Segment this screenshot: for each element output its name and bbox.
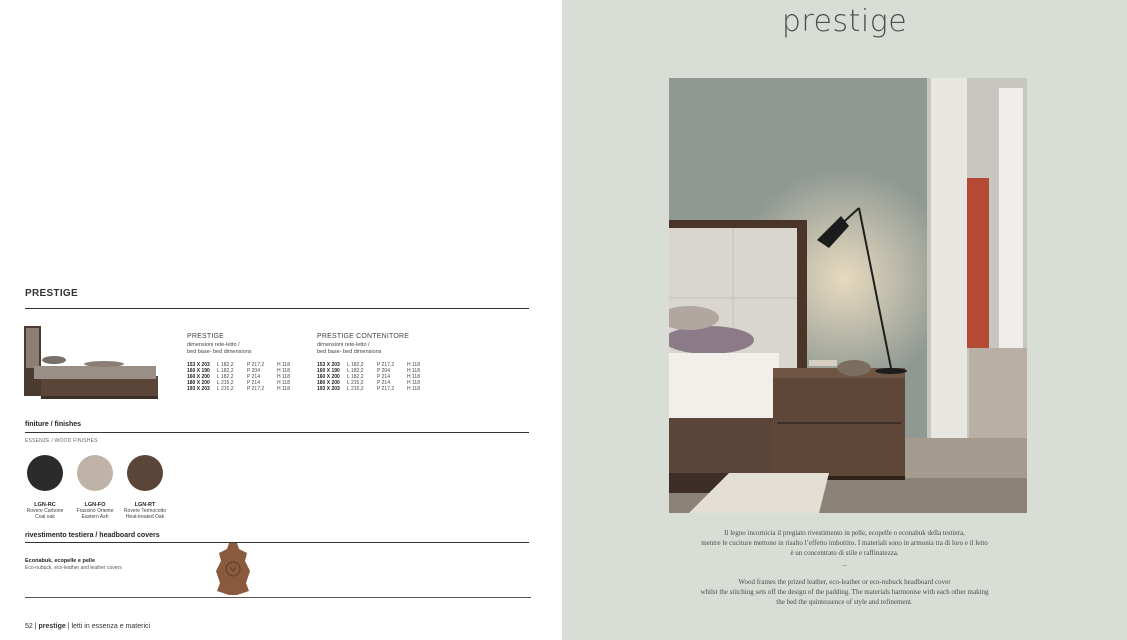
left-page <box>0 0 562 640</box>
length-cell: L 182,2 <box>217 362 234 368</box>
caption-line: mentre le cuciture mettono in risalto l’effetto imbottito. I materiali sono in armonia tra di loro e il letto <box>701 539 988 547</box>
height-cell: H 118 <box>277 362 290 368</box>
dim-sub: dimensioni rete-letto / <box>187 342 240 348</box>
size-cell: 193 X 203 <box>317 386 340 392</box>
swatch-label <box>18 502 72 520</box>
swatch-name-it: Frassino Oriente <box>76 508 114 514</box>
caption-line: Il legno incornicia il pregiato rivestimento in pelle, ecopelle o econabuk della testiera, <box>724 529 965 537</box>
height-cell: H 118 <box>407 374 420 380</box>
size-cell: 180 X 200 <box>317 380 340 386</box>
finishes-title: finiture / finishes <box>25 421 82 428</box>
depth-cell: P 217,2 <box>377 362 395 368</box>
dimensions-table <box>187 362 296 392</box>
right-page <box>562 0 1127 640</box>
depth-cell: P 217,2 <box>247 362 265 368</box>
swatch-code: LGN-RC <box>34 502 56 508</box>
caption-line: Wood frames the prized leather, eco-leather or eco-nubuck headboard cover <box>738 578 951 586</box>
dimensions-table <box>317 362 426 392</box>
swatch-coal-oak <box>27 455 63 491</box>
height-cell: H 118 <box>407 362 420 368</box>
length-cell: L 182,2 <box>347 374 364 380</box>
dimensions-prestige <box>187 333 296 392</box>
leather-sample-icon <box>215 543 251 595</box>
height-cell: H 118 <box>277 374 290 380</box>
dim-sub: dimensioni rete-letto / <box>317 342 370 348</box>
size-cell: 160 X 200 <box>187 374 210 380</box>
swatch-code: LGN-RT <box>134 502 156 508</box>
height-cell: H 118 <box>407 368 420 374</box>
swatch-label <box>68 502 122 520</box>
height-cell: H 118 <box>277 386 290 392</box>
swatch-name-it: Rovere Carbone <box>26 508 64 514</box>
swatch-code: LGN-FO <box>84 502 106 508</box>
covers-title: rivestimento testiera / headboard covers <box>25 532 160 539</box>
size-cell: 180 X 200 <box>187 380 210 386</box>
page-number: 52 <box>25 623 33 630</box>
finishes-subtitle: ESSENZE / WOOD FINISHES <box>25 438 98 444</box>
table-row <box>317 386 426 392</box>
size-cell: 160 X 200 <box>317 374 340 380</box>
finishes-rule <box>25 432 529 433</box>
size-cell: 153 X 203 <box>187 362 210 368</box>
size-cell: 160 X 190 <box>187 368 210 374</box>
length-cell: L 182,2 <box>217 374 234 380</box>
footer-section: letti in essenza e materici <box>71 623 151 630</box>
caption-english <box>562 577 1127 607</box>
covers-rule <box>25 542 529 543</box>
depth-cell: P 204 <box>377 368 390 374</box>
swatch-name-it: Rovere Termocotto <box>123 508 167 514</box>
depth-cell: P 217,2 <box>377 386 395 392</box>
bottom-rule <box>25 597 531 598</box>
length-cell: L 215,2 <box>347 386 364 392</box>
length-cell: L 182,2 <box>347 368 364 374</box>
length-cell: L 215,2 <box>347 380 364 386</box>
size-cell: 160 X 190 <box>317 368 340 374</box>
caption-italian <box>562 528 1127 558</box>
depth-cell: P 214 <box>377 374 390 380</box>
dim-title: PRESTIGE <box>187 333 224 340</box>
page-title: prestige <box>781 4 908 39</box>
depth-cell: P 204 <box>247 368 260 374</box>
page-footer: 52 | prestige | letti in essenza e materici <box>25 623 151 630</box>
swatch-eastern-ash <box>77 455 113 491</box>
height-cell: H 118 <box>277 380 290 386</box>
length-cell: L 215,2 <box>217 380 234 386</box>
depth-cell: P 214 <box>247 380 260 386</box>
caption-separator: – <box>842 561 847 569</box>
section-title: PRESTIGE <box>25 288 78 299</box>
height-cell: H 118 <box>407 386 420 392</box>
length-cell: L 182,2 <box>347 362 364 368</box>
swatch-heat-treated-oak <box>127 455 163 491</box>
length-cell: L 215,2 <box>217 386 234 392</box>
caption-line: è un concentrato di stile e raffinatezza. <box>790 549 899 557</box>
length-cell: L 182,2 <box>217 368 234 374</box>
covers-name: Econabuk, ecopelle e pelle <box>25 558 95 564</box>
bedroom-photo <box>669 78 1027 513</box>
swatch-name-en: Eastern Ash <box>81 514 109 520</box>
height-cell: H 118 <box>277 368 290 374</box>
dim-sub: bed base- bed dimensions <box>317 349 382 355</box>
size-cell: 193 X 203 <box>187 386 210 392</box>
dim-title: PRESTIGE CONTENITORE <box>317 333 410 340</box>
swatch-name-en: Coal oak <box>35 514 55 520</box>
footer-brand: prestige <box>38 623 66 630</box>
size-cell: 153 X 203 <box>317 362 340 368</box>
depth-cell: P 214 <box>247 374 260 380</box>
swatch-name-en: Heat-treated Oak <box>125 514 165 520</box>
height-cell: H 118 <box>407 380 420 386</box>
depth-cell: P 217,2 <box>247 386 265 392</box>
section-rule <box>25 308 529 309</box>
bed-thumbnail <box>24 326 158 400</box>
covers-description: Eco-nubuck, eco-leather and leather covers <box>25 565 122 571</box>
caption-line: whilst the stitching sets off the design of the padding. The materials harmonise with each other making <box>700 588 989 596</box>
swatch-label <box>118 502 172 520</box>
table-row <box>187 386 296 392</box>
depth-cell: P 214 <box>377 380 390 386</box>
dimensions-prestige-contenitore <box>317 333 426 392</box>
caption-line: the bed the quintessence of style and refinement. <box>776 598 913 606</box>
dim-sub: bed base- bed dimensions <box>187 349 252 355</box>
